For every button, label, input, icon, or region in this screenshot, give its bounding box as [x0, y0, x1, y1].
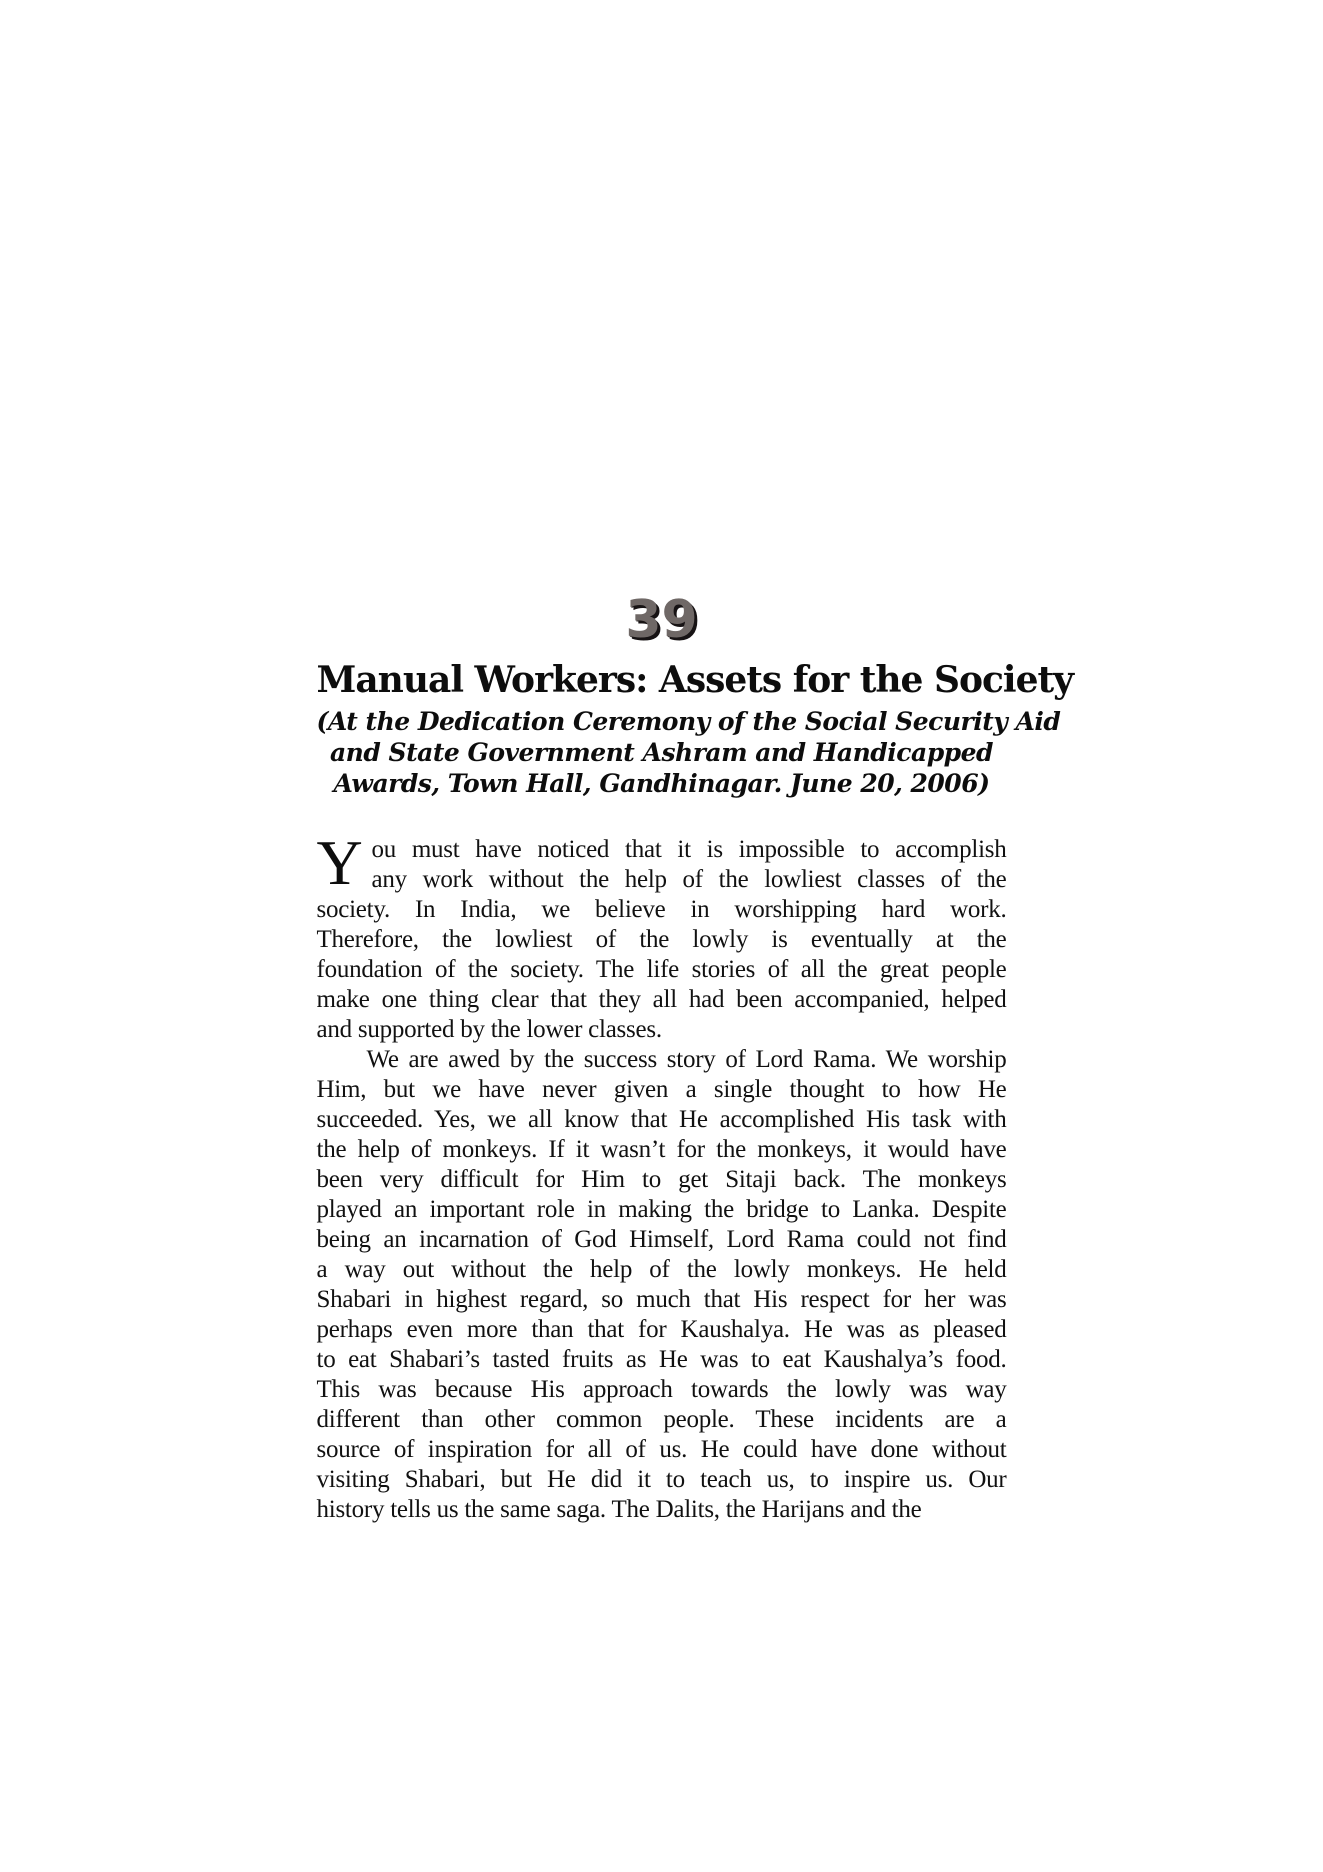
text-line: a way out without the help of the lowly monkeys. He held: [316, 1256, 1007, 1283]
text-line: Therefore, the lowliest of the lowly is eventually at the: [316, 926, 1007, 953]
text-line: been very difficult for Him to get Sitaji back. The monkeys: [316, 1166, 1007, 1193]
drop-cap: Y: [316, 827, 363, 898]
text-line: and supported by the lower classes.: [316, 1016, 662, 1043]
chapter-title: Manual Workers: Assets for the Society: [316, 659, 1074, 701]
paragraph: [317, 1045, 1007, 1525]
subtitle-line: Awards, Town Hall, Gandhinagar. June 20, 2006): [333, 769, 990, 798]
text-line: make one thing clear that they all had been accompanied, helped: [316, 986, 1007, 1013]
text-line: succeeded. Yes, we all know that He accomplished His task with: [316, 1106, 1007, 1133]
text-line: to eat Shabari’s tasted fruits as He was to eat Kaushalya’s food.: [316, 1346, 1007, 1373]
paragraph: [316, 827, 1007, 1045]
text-line: society. In India, we believe in worshipping hard work.: [316, 896, 1007, 923]
page-content: [316, 0, 1074, 1525]
chapter-subtitle: [316, 706, 1061, 799]
text-line: source of inspiration for all of us. He could have done without: [316, 1436, 1007, 1463]
text-line: We are awed by the success story of Lord Rama. We worship: [366, 1046, 1007, 1073]
text-line: the help of monkeys. If it wasn’t for the monkeys, it would have: [316, 1136, 1007, 1163]
subtitle-line: and State Government Ashram and Handicapped: [329, 738, 994, 767]
chapter-number: 39: [625, 590, 698, 650]
subtitle-line: (At the Dedication Ceremony of the Social Security Aid: [316, 707, 1061, 736]
text-line: different than other common people. These incidents are a: [316, 1406, 1007, 1433]
text-line: visiting Shabari, but He did it to teach us, to inspire us. Our: [316, 1466, 1007, 1493]
text-line: Him, but we have never given a single thought to how He: [316, 1076, 1007, 1103]
text-line: Shabari in highest regard, so much that His respect for her was: [316, 1286, 1007, 1313]
text-line: perhaps even more than that for Kaushalya. He was as pleased: [316, 1316, 1007, 1343]
body-text: [316, 827, 1007, 1525]
text-line: any work without the help of the lowliest classes of the: [371, 866, 1007, 893]
text-line: played an important role in making the bridge to Lanka. Despite: [316, 1196, 1007, 1223]
text-line: foundation of the society. The life stories of all the great people: [316, 956, 1007, 983]
text-line: ou must have noticed that it is impossible to accomplish: [371, 836, 1007, 863]
text-line: history tells us the same saga. The Dalits, the Harijans and the: [316, 1496, 922, 1523]
text-line: This was because His approach towards the lowly was way: [316, 1376, 1007, 1403]
text-line: being an incarnation of God Himself, Lord Rama could not find: [316, 1226, 1007, 1253]
